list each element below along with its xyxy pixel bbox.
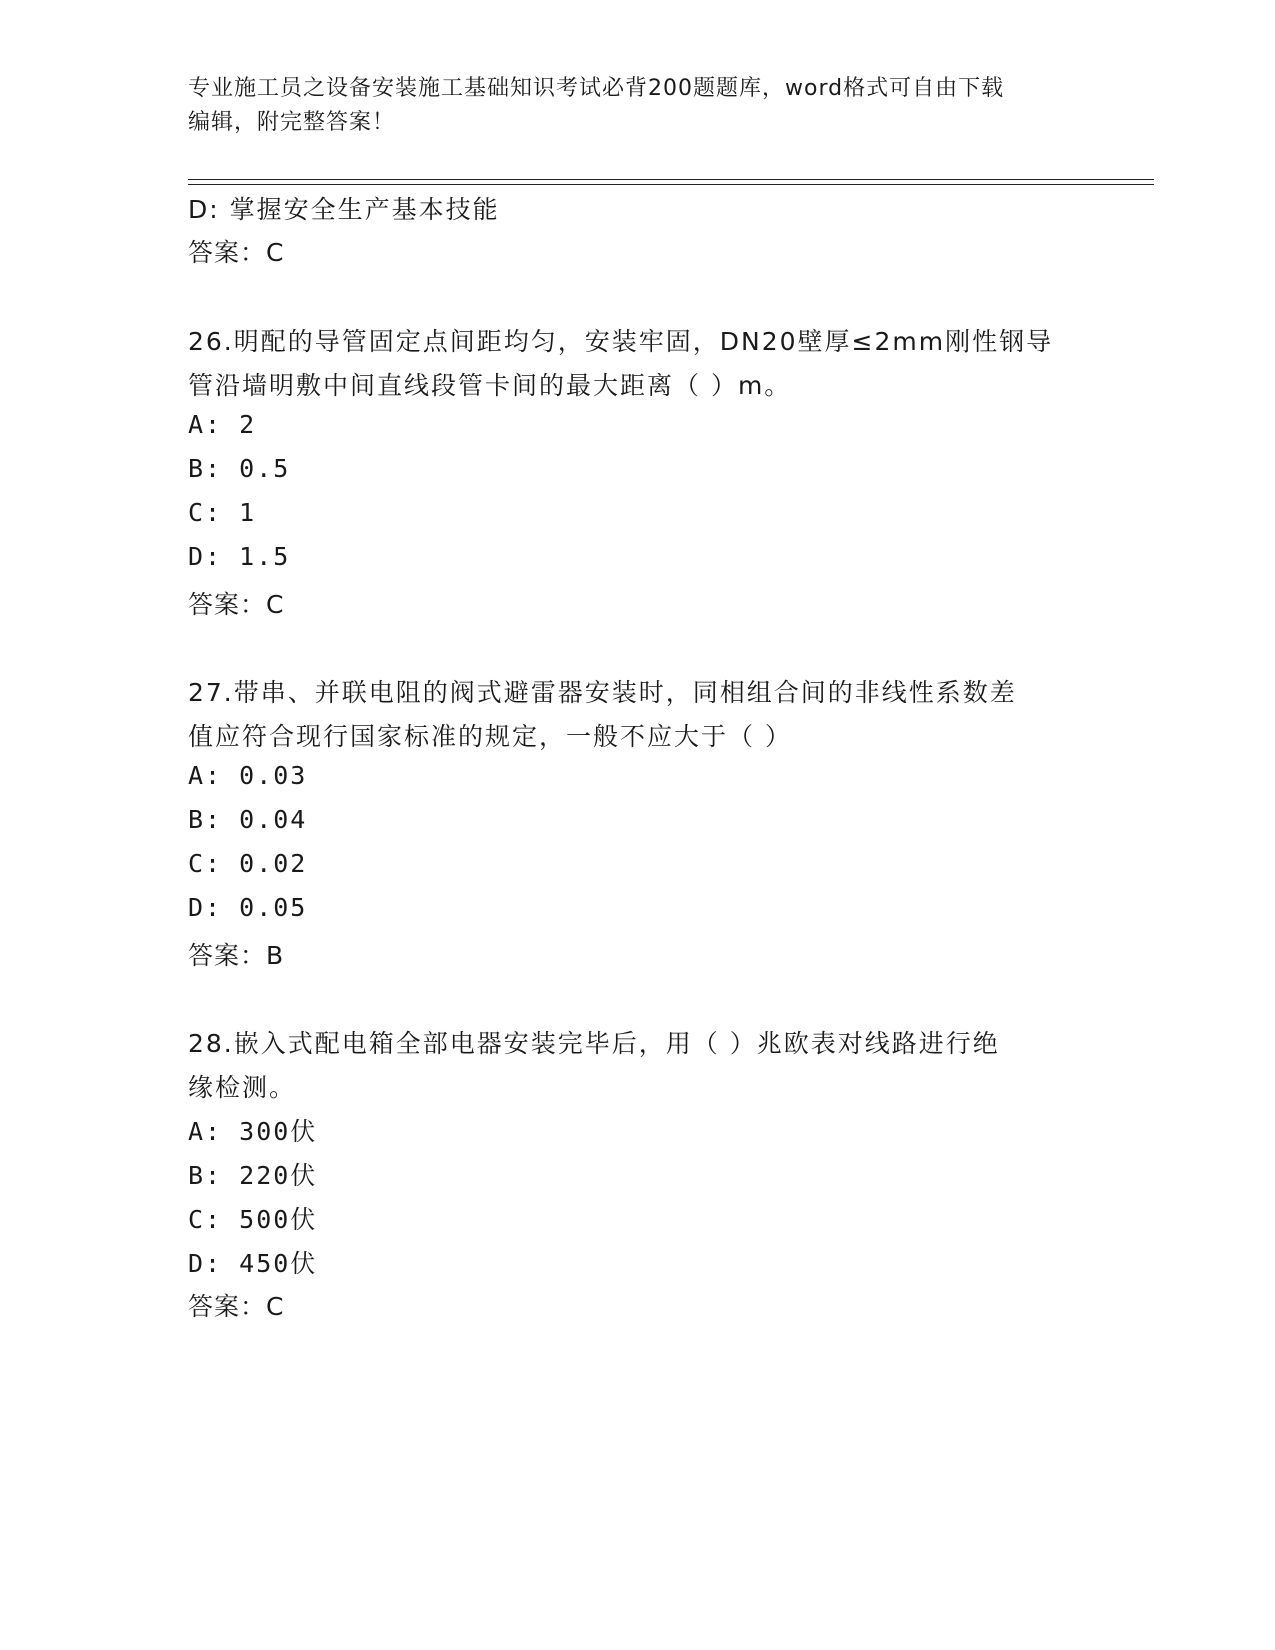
document-header bbox=[188, 72, 1088, 140]
option-b: B: 0.04 bbox=[188, 805, 308, 834]
option-b: B: 220伏 bbox=[188, 1161, 318, 1190]
option-c: C: 1 bbox=[188, 498, 257, 527]
option-b: B: 0.5 bbox=[188, 454, 291, 483]
answer: 答案：C bbox=[188, 590, 285, 619]
question-stem-line-2: 值应符合现行国家标准的规定，一般不应大于（ ） bbox=[188, 722, 792, 751]
option-d: D: 450伏 bbox=[188, 1249, 318, 1278]
prev-option-d: D: 掌握安全生产基本技能 bbox=[188, 195, 500, 224]
header-divider-bottom bbox=[188, 184, 1154, 185]
prev-answer: 答案：C bbox=[188, 238, 285, 267]
question-stem-line-2: 缘检测。 bbox=[188, 1073, 297, 1102]
option-c: C: 0.02 bbox=[188, 849, 308, 878]
answer: 答案：B bbox=[188, 941, 285, 970]
answer: 答案：C bbox=[188, 1292, 285, 1321]
option-c: C: 500伏 bbox=[188, 1205, 318, 1234]
header-line-1: 专业施工员之设备安装施工基础知识考试必背200题题库，word格式可自由下载 bbox=[188, 76, 1005, 101]
option-d: D: 0.05 bbox=[188, 893, 308, 922]
header-divider-top bbox=[188, 179, 1154, 180]
option-d: D: 1.5 bbox=[188, 542, 291, 571]
header-line-2: 编辑，附完整答案！ bbox=[188, 110, 396, 135]
question-stem-line-1: 27.带串、并联电阻的阀式避雷器安装时，同相组合间的非线性系数差 bbox=[188, 678, 1017, 707]
question-stem-line-1: 26.明配的导管固定点间距均匀，安装牢固，DN20壁厚≤2mm刚性钢导 bbox=[188, 327, 1054, 356]
option-a: A: 300伏 bbox=[188, 1117, 318, 1146]
option-a: A: 2 bbox=[188, 410, 257, 439]
question-stem-line-2: 管沿墙明敷中间直线段管卡间的最大距离（ ）m。 bbox=[188, 371, 792, 400]
option-a: A: 0.03 bbox=[188, 761, 308, 790]
question-stem-line-1: 28.嵌入式配电箱全部电器安装完毕后，用（ ）兆欧表对线路进行绝 bbox=[188, 1029, 1000, 1058]
